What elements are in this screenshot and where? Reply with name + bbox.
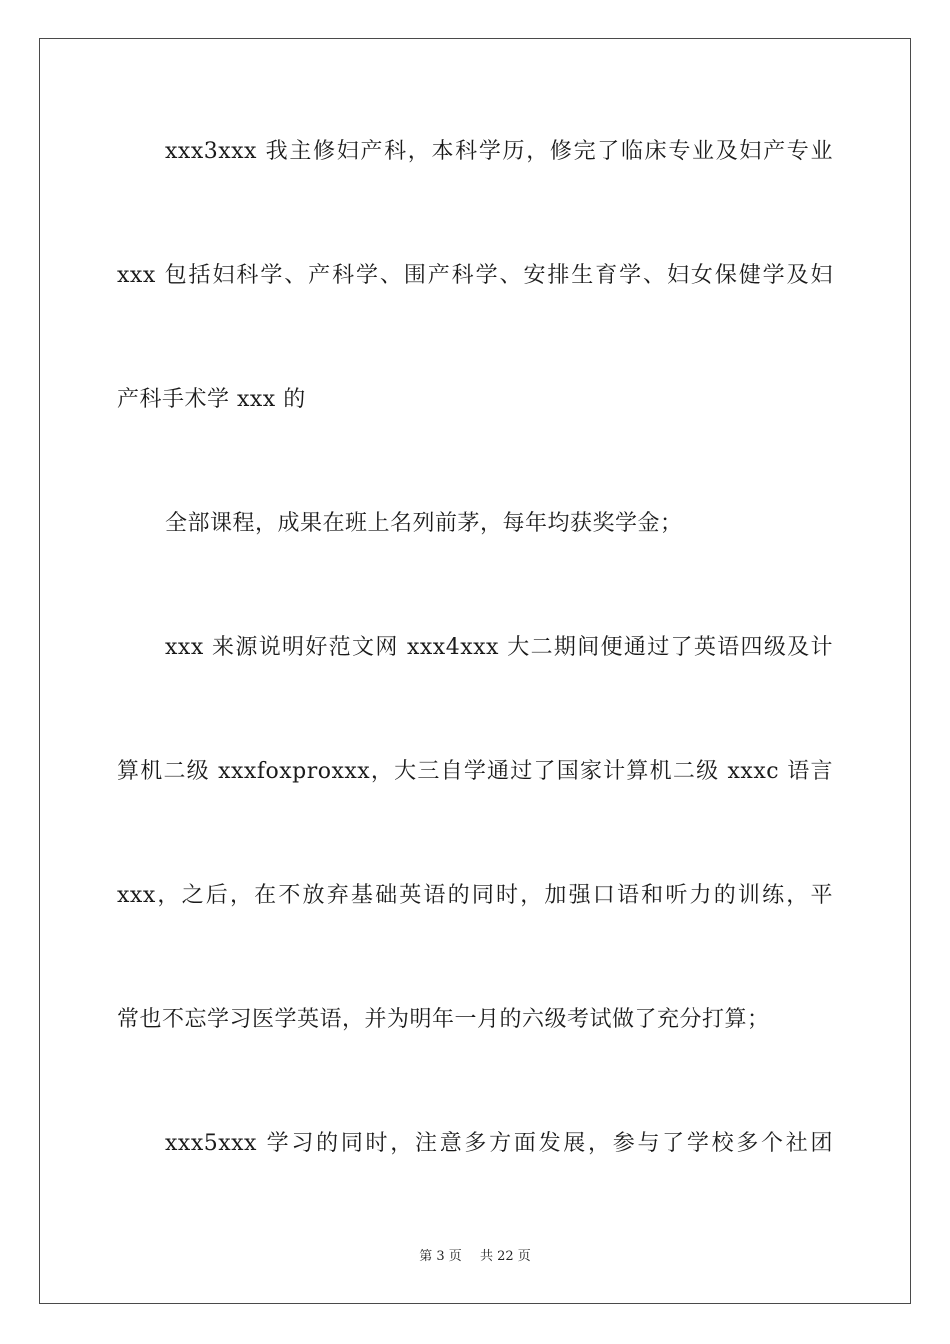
paragraph-line-3: 产科手术学 xxx 的	[117, 387, 306, 412]
paragraph-line-6: 算机二级 xxxfoxproxxx，大三自学通过了国家计算机二级 xxxc 语言	[117, 759, 833, 784]
paragraph-line-4: 全部课程，成果在班上名列前茅，每年均获奖学金；	[165, 511, 683, 536]
paragraph-line-5: xxx 来源说明好范文网 xxx4xxx 大二期间便通过了英语四级及计	[165, 635, 833, 660]
paragraph-line-8: 常也不忘学习医学英语，并为明年一月的六级考试做了充分打算；	[117, 1007, 770, 1032]
paragraph-line-9: xxx5xxx 学习的同时，注意多方面发展，参与了学校多个社团	[165, 1131, 833, 1156]
page-number: 第 3 页	[419, 1249, 462, 1264]
page-footer	[0, 1248, 950, 1266]
paragraph-line-1: xxx3xxx 我主修妇产科，本科学历，修完了临床专业及妇产专业	[165, 139, 833, 164]
page-border	[39, 38, 911, 1304]
paragraph-line-2: xxx 包括妇科学、产科学、围产科学、安排生育学、妇女保健学及妇	[117, 263, 833, 288]
paragraph-line-7: xxx，之后，在不放弃基础英语的同时，加强口语和听力的训练，平	[117, 883, 833, 908]
total-pages: 共 22 页	[479, 1249, 531, 1264]
